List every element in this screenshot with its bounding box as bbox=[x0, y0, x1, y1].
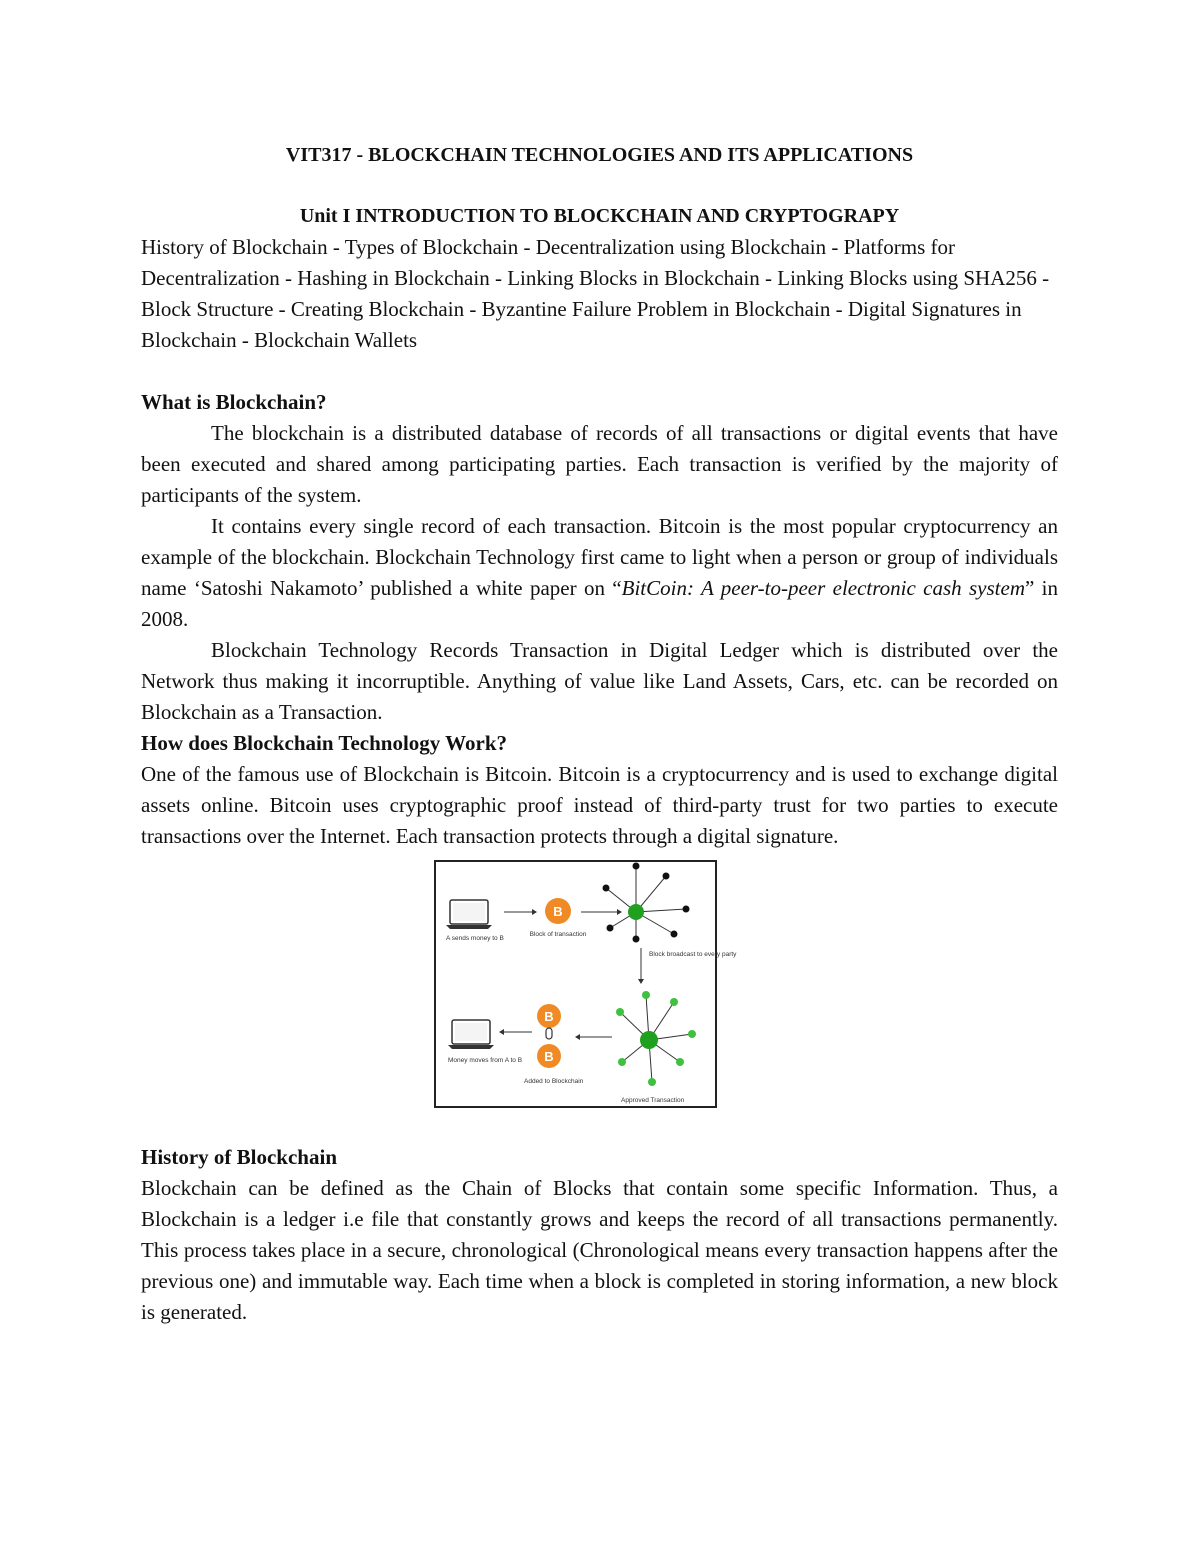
sender-laptop-icon bbox=[446, 900, 492, 929]
arrow-to-network-icon bbox=[581, 909, 622, 915]
figure-container bbox=[141, 860, 1058, 1114]
block-label: Block of transaction bbox=[529, 931, 587, 938]
what-is-paragraph-3: Blockchain Technology Records Transaction in Digital Ledger which is distributed over the Network thus making it incorruptible. Anything of value like Land Assets, Cars, etc. can be recorded on Blockchain as a Transaction. bbox=[141, 638, 1058, 724]
bitcoin-block-icon bbox=[545, 898, 571, 924]
paragraph-2-text-end: ” in 2008. bbox=[141, 576, 1059, 631]
what-is-blockchain-heading: What is Blockchain? bbox=[141, 390, 327, 414]
receiver-laptop-icon bbox=[448, 1020, 494, 1049]
blockchain-process-diagram bbox=[434, 860, 737, 1108]
how-blockchain-works-heading: How does Blockchain Technology Work? bbox=[141, 731, 508, 755]
history-heading: History of Blockchain bbox=[141, 1145, 338, 1169]
svg-text:B: B bbox=[544, 1049, 554, 1064]
document-page bbox=[141, 140, 1058, 1328]
broadcast-label: Block broadcast to every party bbox=[649, 951, 737, 958]
history-paragraph: Blockchain can be defined as the Chain of Blocks that contain some specific Information. Thus, a Blockchain is a ledger i.e file that constantly grows and keeps the record of all transactions permanently. This process takes place in a secure, chronological (Chronological means every transaction happens after the previous one) and immutable way. Each time when a block is completed in storing information, a new block is generated. bbox=[141, 1176, 1058, 1324]
added-label: Added to Blockchain bbox=[524, 1078, 584, 1085]
approved-network-icon bbox=[616, 991, 696, 1086]
what-is-paragraph-1: The blockchain is a distributed database of records of all transactions or digital events that have been executed and shared among participating parties. Each transaction is verified by the majority of participants of the system. bbox=[141, 421, 1058, 507]
chained-blocks-icon bbox=[537, 1004, 561, 1068]
diagram-svg bbox=[436, 862, 737, 1106]
syllabus-topics: History of Blockchain - Types of Blockchain - Decentralization using Blockchain - Platforms for Decentralization - Hashing in Blockchain - Linking Blocks in Blockchain - Linking Blocks using SHA256 - Block Structure - Creating Blockchain - Byzantine Failure Problem in Blockchain - Digital Signatures in Blockchain - Blockchain Wallets bbox=[141, 235, 1050, 352]
arrow-to-chain-icon bbox=[575, 1034, 612, 1040]
whitepaper-title: BitCoin: A peer-to-peer electronic cash system bbox=[621, 576, 1025, 600]
how-works-paragraph: One of the famous use of Blockchain is Bitcoin. Bitcoin is a cryptocurrency and is used to exchange digital assets online. Bitcoin uses cryptographic proof instead of third-party trust for two parties to execute transactions over the Internet. Each transaction protects through a digital signature. bbox=[141, 762, 1058, 848]
svg-text:B: B bbox=[544, 1009, 554, 1024]
what-is-paragraph-2 bbox=[141, 511, 1058, 635]
course-title: VIT317 - BLOCKCHAIN TECHNOLOGIES AND ITS APPLICATIONS bbox=[285, 144, 914, 166]
arrow-to-receiver-icon bbox=[499, 1029, 532, 1035]
unit-title: Unit I INTRODUCTION TO BLOCKCHAIN AND CRYPTOGRAPY bbox=[299, 205, 900, 227]
arrow-down-icon bbox=[638, 948, 644, 984]
sender-label: A sends money to B bbox=[446, 935, 504, 942]
approved-label: Approved Transaction bbox=[621, 1097, 685, 1104]
paragraph-2-text-start: It contains every single record of each transaction. Bitcoin is the most popular cryptocurrency an example of the blockchain. Blockchain Technology first came to light when a person or group of individuals name ‘Satoshi Nakamoto’ published a white paper on “ bbox=[141, 514, 1058, 600]
svg-text:B: B bbox=[553, 904, 563, 919]
network-broadcast-icon bbox=[603, 863, 690, 943]
receiver-label: Money moves from A to B bbox=[448, 1057, 523, 1064]
arrow-to-block-icon bbox=[504, 909, 537, 915]
